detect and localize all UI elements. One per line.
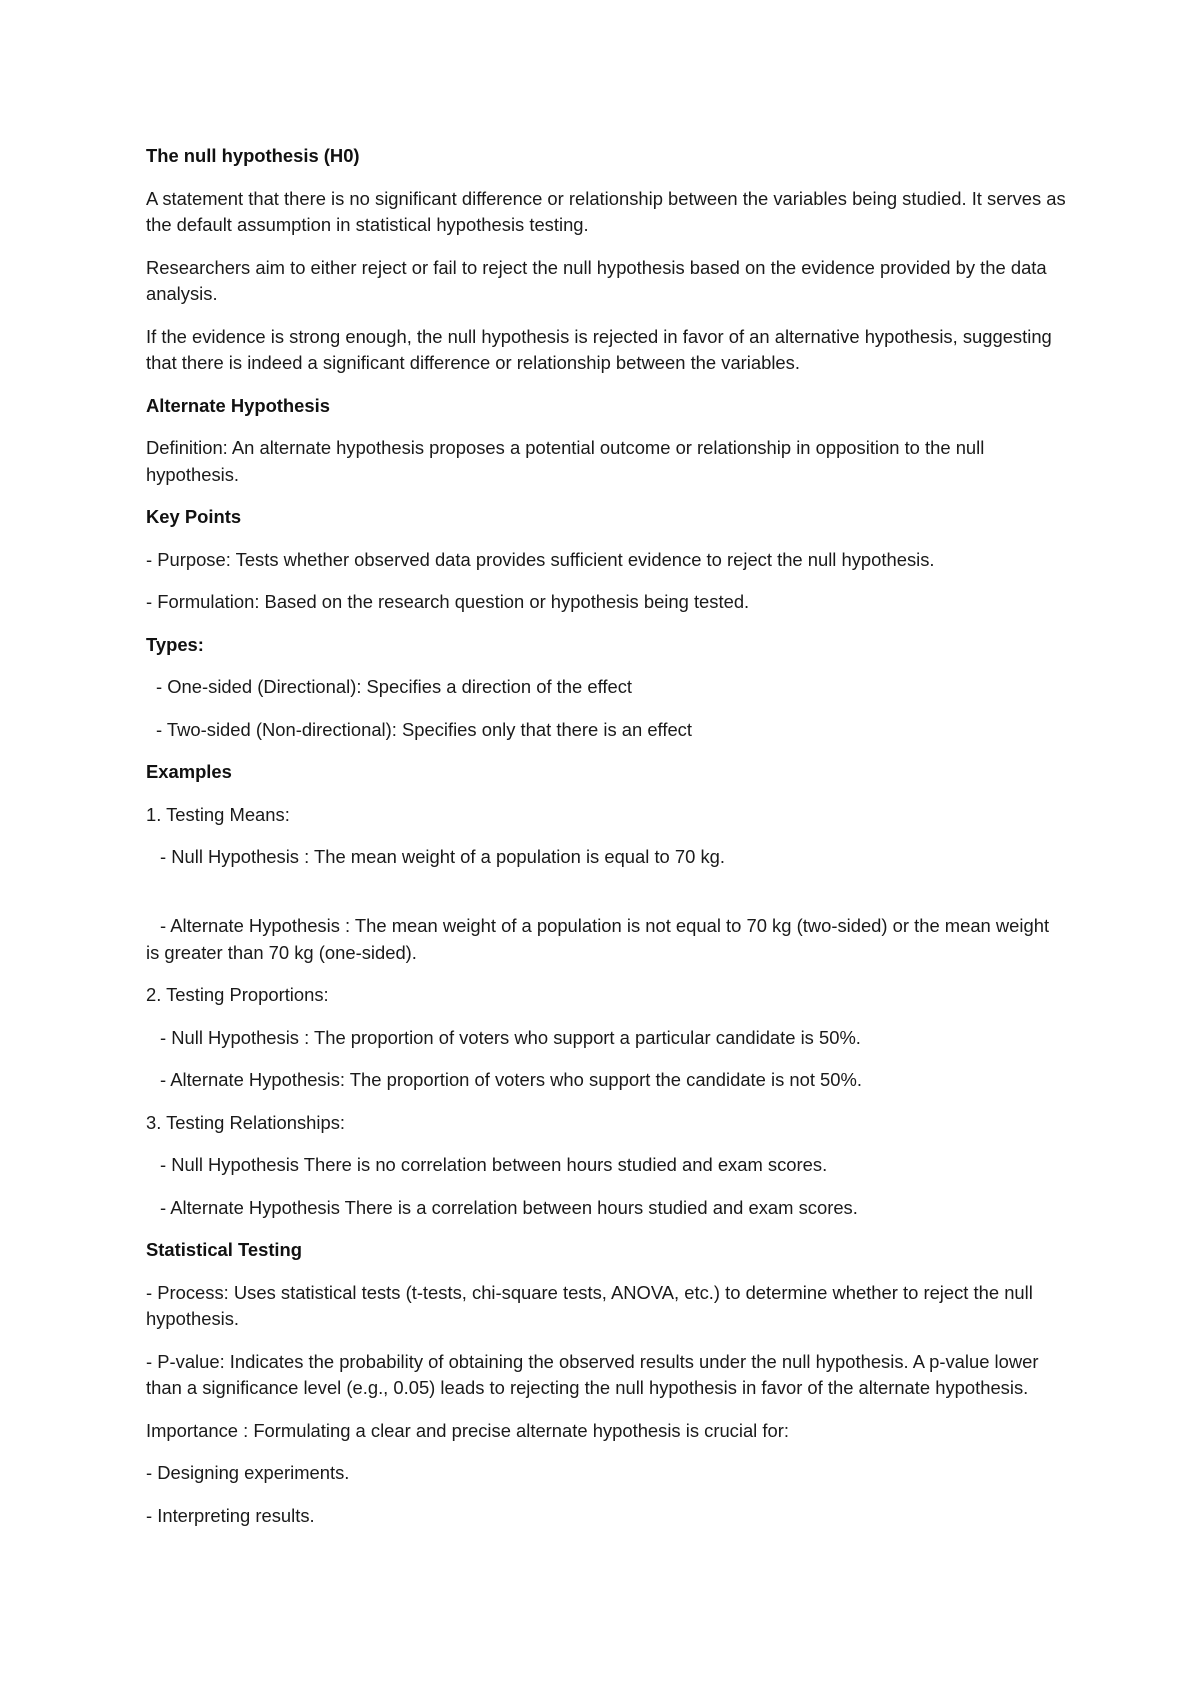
null-hypothesis-paragraph-1: A statement that there is no significant difference or relationship between the variables being studied. It serves as the default assumption in statistical hypothesis testing. (146, 187, 1066, 235)
importance-interpreting: - Interpreting results. (146, 1504, 315, 1526)
example-2-title: 2. Testing Proportions: (146, 984, 329, 1005)
example-3-title: 3. Testing Relationships: (146, 1111, 346, 1133)
examples-heading: Examples (146, 761, 232, 782)
statistical-process: - Process: Uses statistical tests (t-tests, chi-square tests, ANOVA, etc.) to determine whether to reject the null hypothesis. (146, 1281, 1033, 1329)
example-3-alternate: - Alternate Hypothesis There is a correlation between hours studied and exam scores. (160, 1196, 858, 1218)
key-point-formulation: - Formulation: Based on the research question or hypothesis being tested. (146, 591, 750, 612)
importance-statement: Importance : Formulating a clear and precise alternate hypothesis is crucial for: (146, 1419, 789, 1441)
types-heading: Types: (146, 633, 204, 655)
example-1-null: - Null Hypothesis : The mean weight of a population is equal to 70 kg. (160, 846, 725, 867)
alternate-hypothesis-definition: Definition: An alternate hypothesis proposes a potential outcome or relationship in opposition to the null hypothesis. (146, 437, 985, 485)
example-2-alternate: - Alternate Hypothesis: The proportion of voters who support the candidate is not 50%. (160, 1069, 862, 1090)
null-hypothesis-paragraph-3: If the evidence is strong enough, the null hypothesis is rejected in favor of an alternative hypothesis, suggesting that there is indeed a significant difference or relationship between the variables. (146, 325, 1052, 373)
alternate-hypothesis-heading: Alternate Hypothesis (146, 394, 330, 416)
key-points-heading: Key Points (146, 506, 242, 527)
type-one-sided: - One-sided (Directional): Specifies a direction of the effect (156, 676, 633, 697)
null-hypothesis-paragraph-2: Researchers aim to either reject or fail to reject the null hypothesis based on the evidence provided by the data analysis. (146, 256, 1047, 304)
example-2-null: - Null Hypothesis : The proportion of voters who support a particular candidate is 50%. (160, 1026, 861, 1048)
key-point-purpose: - Purpose: Tests whether observed data provides sufficient evidence to reject the null hypothesis. (146, 548, 935, 570)
importance-designing: - Designing experiments. (146, 1462, 350, 1483)
example-1-title: 1. Testing Means: (146, 803, 290, 825)
example-3-null: - Null Hypothesis There is no correlation between hours studied and exam scores. (160, 1154, 828, 1175)
document-page (146, 143, 1066, 1545)
statistical-pvalue: - P-value: Indicates the probability of obtaining the observed results under the null hypothesis. A p-value lower than a significance level (e.g., 0.05) leads to rejecting the null hypothesis in favor of the alternate hypothesis. (146, 1350, 1039, 1398)
example-1-alternate (146, 887, 1066, 967)
null-hypothesis-heading: The null hypothesis (H0) (146, 145, 360, 166)
statistical-testing-heading: Statistical Testing (146, 1239, 303, 1260)
example-1-alternate-text: - Alternate Hypothesis : The mean weight of a population is not equal to 70 kg (two-sided) or the mean weight is greater than 70 kg (one-sided). (146, 915, 1050, 963)
type-two-sided: - Two-sided (Non-directional): Specifies only that there is an effect (156, 718, 692, 740)
